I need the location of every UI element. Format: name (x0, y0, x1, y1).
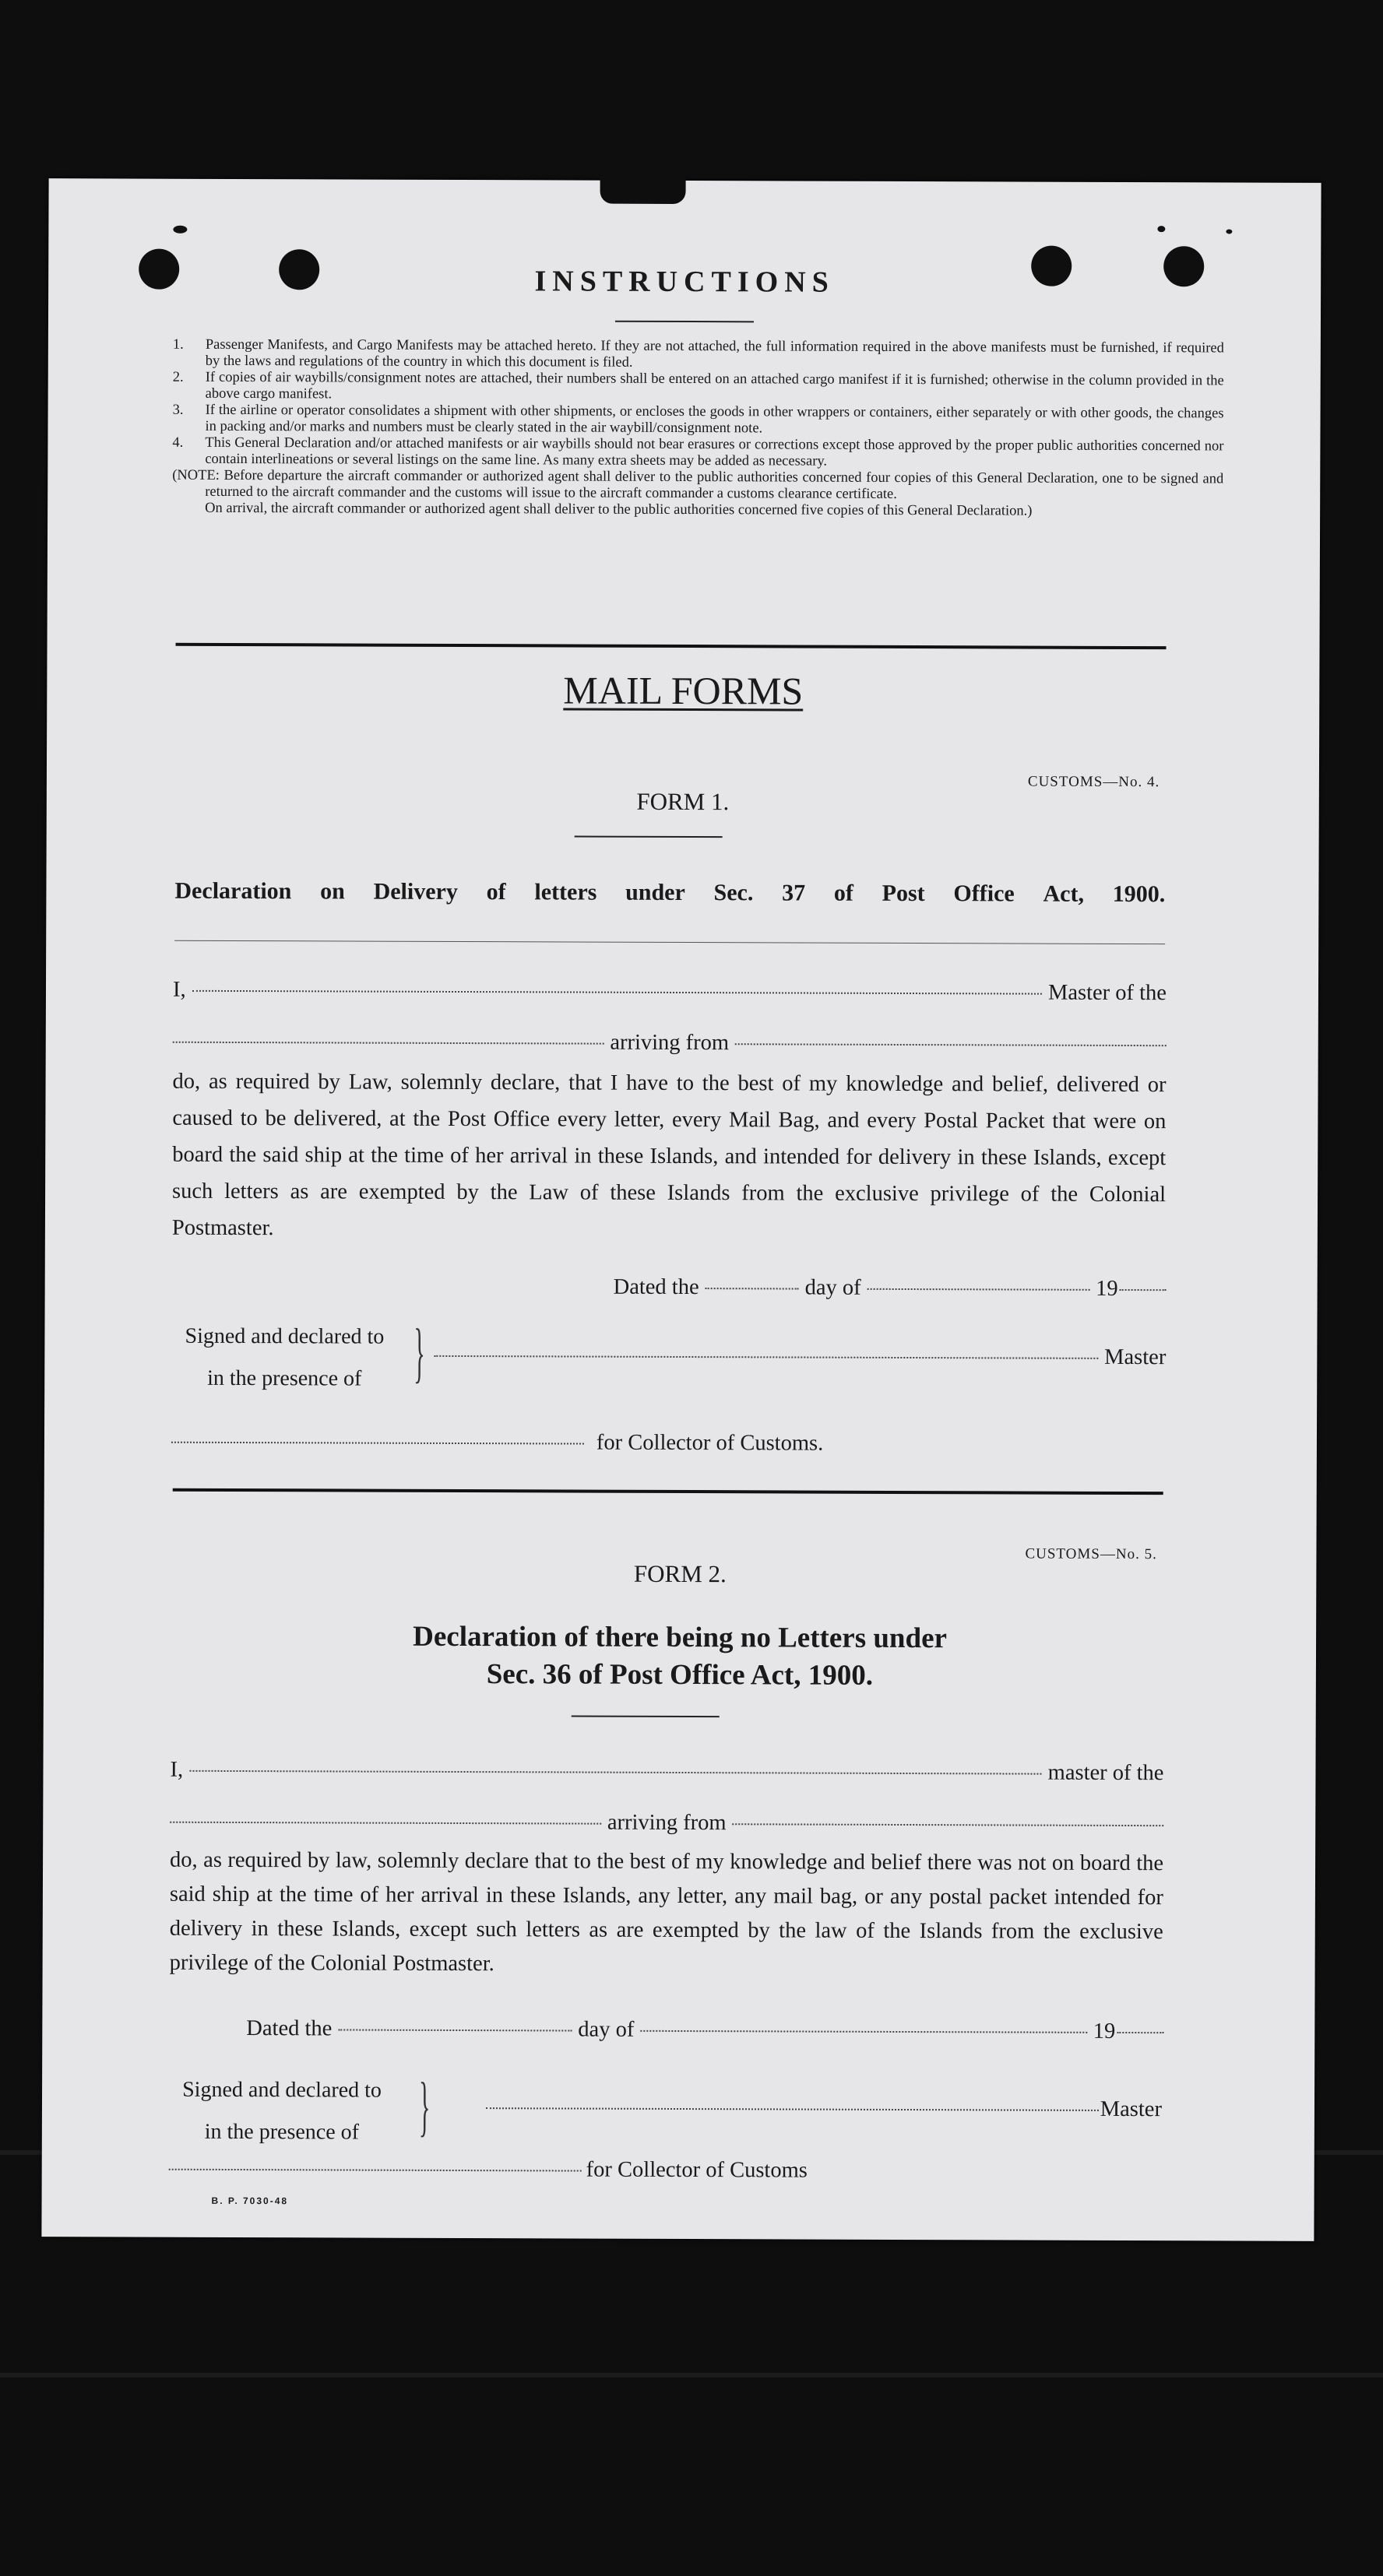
instruction-note: (NOTE: Before departure the aircraft commander or authorized agent shall deliver to the public authorities concerned four copies of this General Declaration, one to be signed and returned to the aircraft commander and the customs will issue to the aircraft commander a customs clearance certificate. On arrival, the aircraft commander or authorized agent shall deliver to the public authorities concerned five copies of this General Declaration.) (172, 467, 1224, 519)
form1-title: FORM 1. (636, 787, 730, 816)
collector-signature-field[interactable] (171, 1442, 584, 1445)
form1-signed-label: Signed and declared to in the presence of (185, 1323, 385, 1391)
form2-declaration-heading: Declaration of there being no Letters under Sec. 36 of Post Office Act, 1900. (413, 1620, 948, 1692)
divider (176, 643, 1167, 649)
master-signature-field[interactable] (486, 2107, 1099, 2111)
date-year-field[interactable] (1117, 2032, 1163, 2033)
master-name-field[interactable] (192, 990, 1042, 995)
paper-notch (600, 176, 686, 204)
form1-body: do, as required by Law, solemnly declare, that I have to the best of my knowledge and belief, delivered or caused to be delivered, at the Post Office every letter, every Mail Bag, and every Postal Packet that were on board the said ship at the time of her arrival in these Islands, and intended for delivery in these Islands, except such letters as are exempted by the Law of these Islands from the exclusive privilege of the Colonial Postmaster. (171, 1069, 1167, 1241)
form1-collector-line: for Collector of Customs. (171, 1429, 872, 1457)
date-day-field[interactable] (338, 2029, 572, 2031)
instruction-item: 3. If the airline or operator consolidates a shipment with other shipments, or encloses the goods in other wrappers or containers, either separately or with other goods, the changes in packing and/or marks and numbers must be clearly stated in the air waybill/consignment note. (172, 402, 1224, 437)
form2-master-signature-line: Master (486, 2095, 1162, 2122)
instructions-title: INSTRUCTIONS (534, 265, 835, 299)
form1-master-signature-line: Master (434, 1343, 1166, 1370)
date-month-field[interactable] (867, 1288, 1089, 1291)
form2-body: do, as required by law, solemnly declare that to the best of my knowledge and belief there was not on board the said ship at the time of her arrival in these Islands, any letter, any mail bag, or any postal packet intended for delivery in these Islands, except such letters as are exempted by the law of the Islands from the exclusive privilege of the Colonial Postmaster. (169, 1847, 1164, 1977)
instruction-item: 4. This General Declaration and/or attached manifests or air waybills should not bear erasures or corrections except those approved by the proper public authorities concerned nor contain interlineations or several listings on the same line. As many extra sheets may be added as necessary. (172, 434, 1224, 469)
form2-title: FORM 2. (633, 1559, 727, 1588)
arriving-from-field[interactable] (733, 1823, 1164, 1826)
form1-declaration-heading: Declaration on Delivery of letters under Sec. 37 of Post Office Act, 1900. (174, 877, 1166, 908)
instruction-item: 1. Passenger Manifests, and Cargo Manifests may be attached hereto. If they are not attached, the full information required in the above manifests must be furnished, if required by the laws and regulations of the country in which this document is filed. (172, 336, 1224, 371)
master-signature-field[interactable] (434, 1355, 1098, 1359)
instructions-list (172, 337, 1224, 521)
instruction-item: 2. If copies of air waybills/consignment notes are attached, their numbers shall be entered on an attached cargo manifest if it is furnished; otherwise in the column provided in the above cargo manifest. (172, 369, 1224, 402)
master-name-field[interactable] (189, 1770, 1042, 1775)
form2-arriving-line: arriving from (170, 1809, 1163, 1837)
customs-number: CUSTOMS—No. 4. (1027, 773, 1160, 791)
form-code: B. P. 7030-48 (211, 2195, 289, 2207)
divider (173, 1488, 1163, 1495)
form1-arriving-line: arriving from (173, 1029, 1167, 1057)
ship-name-field[interactable] (173, 1042, 604, 1045)
collector-signature-field[interactable] (169, 2169, 582, 2172)
document-page: INSTRUCTIONS 1. Passenger Manifests, and Cargo Manifests may be attached hereto. If they are not attached, the full information required in the above manifests must be furnished, if required by the laws and regulations of the country in which this document is filed. 2. If copies of air waybills/consignment notes are attached, their numbers shall be entered on an attached cargo manifest if it is furnished; otherwise in the column provided in the above cargo manifest. 3. If the airline or operator consolidates a shipment with other shipments, or encloses the goods in other wrappers or containers, either separately or with other goods, the changes in packing and/or marks and numbers must be clearly stated in the air waybill/consignment note. 4. This General Declaration and/or attached manifests or air waybills should not bear erasures or corrections except those approved by the proper public authorities concerned nor contain interlineations or several listings on the same line. As many extra sheets may be added as necessary. (NOTE: Before departure the aircraft commander or authorized agent shall deliver to the public authorities concerned four copies of this General Declaration, one to be signed and returned to the aircraft commander and the customs will issue to the aircraft commander a customs clearance certificate. On arrival, the aircraft commander or authorized agent shall deliver to the public authorities concerned five copies of this General Declaration.) MAIL FORMS CUSTOMS—No. 4. FORM 1. Declaration on Delivery of letters under Sec. 37 of Post Office Act, 1900. I, Master of the arriving from do, as required by Law, solemnly declare, that I have to the best of my knowledge and belief, delivered or caused to be delivered, at the Post Office every letter, every Mail Bag, and every Postal Packet that were on board the said ship at the time of her arrival in these Islands, and intended for delivery in these Islands, except such letters as are exempted by the Law of these Islands from the exclusive privilege of the Colonial Postmaster. Dated the day of 19 Signed and declared to in the presence of } Master for Collector of Customs. CUSTOMS—No. 5. FORM 2. Declaration of there being no Letters under Sec. 36 of Post Office Act, 1900. I, master of the arriving from do, as required by law, solemnly declare that to the best of my knowledge and belief there was not on board the said ship at the time of her arrival in these Islands, any letter, any mail bag, or any postal packet intended for delivery in these Islands, except such letters as are exempted by the law of the Islands from the exclusive privilege of the Colonial Postmaster. Dated the day of 19 Signed and declared to in the presence of } Master for Collector of Customs B. P. 7030-48 (41, 178, 1321, 2241)
customs-number: CUSTOMS—No. 5. (1025, 1545, 1157, 1563)
form1-master-line: I, Master of the (172, 977, 1167, 1006)
mail-forms-title: MAIL FORMS (563, 668, 804, 713)
form2-collector-line: for Collector of Customs (169, 2156, 870, 2184)
date-year-field[interactable] (1120, 1289, 1167, 1291)
date-month-field[interactable] (640, 2030, 1086, 2033)
arriving-from-field[interactable] (735, 1043, 1167, 1046)
ship-name-field[interactable] (170, 1822, 601, 1825)
form1-dated-line: Dated the day of 19 (614, 1275, 1167, 1302)
form2-dated-line: Dated the day of 19 (246, 2016, 1163, 2044)
date-day-field[interactable] (706, 1288, 799, 1289)
form2-signed-label: Signed and declared to in the presence of (182, 2077, 382, 2145)
form2-master-line: I, master of the (170, 1757, 1164, 1786)
